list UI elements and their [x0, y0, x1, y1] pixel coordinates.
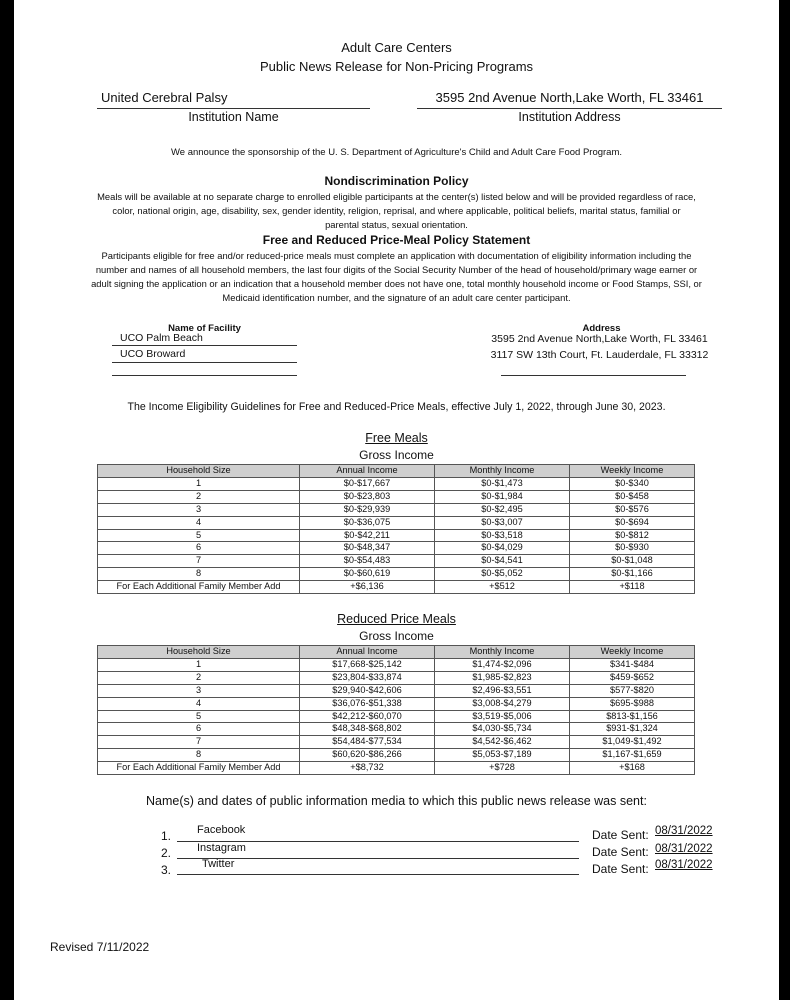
monthly-income: $0-$1,473 [435, 477, 570, 490]
monthly-income: $2,496-$3,551 [435, 684, 570, 697]
policy-line-3: adult signing the application or an indication that a household member does not have one, total monthly household income or Food Stamps, SSI, or [91, 278, 702, 289]
annual-income: $23,804-$33,874 [300, 671, 435, 684]
monthly-income: +$728 [435, 762, 570, 775]
annual-income: +$8,732 [300, 762, 435, 775]
reduced-meals-table [97, 645, 695, 775]
guidelines-text: The Income Eligibility Guidelines for Free and Reduced-Price Meals, effective July 1, 2022, through June 30, 2023. [127, 401, 666, 413]
household-size: 2 [98, 671, 300, 684]
household-size: 2 [98, 490, 300, 503]
annual-income: $60,620-$86,266 [300, 749, 435, 762]
weekly-income: $931-$1,324 [570, 723, 695, 736]
date-sent-label: Date Sent: [592, 828, 649, 842]
household-size: 7 [98, 555, 300, 568]
annual-income: $0-$36,075 [300, 516, 435, 529]
monthly-income: $4,542-$6,462 [435, 736, 570, 749]
column-header: Household Size [98, 465, 300, 478]
column-header: Monthly Income [435, 465, 570, 478]
annual-income: $0-$29,939 [300, 503, 435, 516]
annual-income: $42,212-$60,070 [300, 710, 435, 723]
table-row [98, 710, 695, 723]
date-sent-value: 08/31/2022 [655, 859, 713, 871]
media-item-name: Twitter [202, 858, 235, 870]
reduced-meals-title: Reduced Price Meals [337, 612, 456, 626]
annual-income: $0-$42,211 [300, 529, 435, 542]
weekly-income: $577-$820 [570, 684, 695, 697]
monthly-income: $3,519-$5,006 [435, 710, 570, 723]
facility-name-header: Name of Facility [168, 323, 241, 334]
additional-member-label: For Each Additional Family Member Add [98, 581, 300, 594]
facility-row-1-address: 3595 2nd Avenue North,Lake Worth, FL 33461 [491, 333, 708, 345]
media-item-number: 1. [161, 829, 172, 843]
date-sent-label: Date Sent: [592, 845, 649, 859]
policy-line-2: number and names of all household members, the last four digits of the Social Security Number of the head of household/primary wage earner or [95, 264, 698, 275]
table-row [98, 697, 695, 710]
household-size: 1 [98, 477, 300, 490]
institution-address-label: Institution Address [518, 110, 621, 124]
monthly-income: $0-$4,029 [435, 542, 570, 555]
household-size: 1 [98, 658, 300, 671]
table-row [98, 749, 695, 762]
policy-line-4: Medicaid identification number, and the signature of an adult care center participant. [222, 292, 571, 303]
media-heading: Name(s) and dates of public information media to which this public news release was sent: [146, 794, 647, 808]
table-row [98, 658, 695, 671]
monthly-income: $0-$2,495 [435, 503, 570, 516]
institution-address-value: 3595 2nd Avenue North,Lake Worth, FL 33461 [435, 90, 704, 105]
monthly-income: $1,985-$2,823 [435, 671, 570, 684]
monthly-income: $0-$3,007 [435, 516, 570, 529]
column-header: Weekly Income [570, 465, 695, 478]
weekly-income: $695-$988 [570, 697, 695, 710]
annual-income: $36,076-$51,338 [300, 697, 435, 710]
media-item-number: 2. [161, 846, 172, 860]
media-item-name: Instagram [197, 842, 246, 854]
table-row [98, 671, 695, 684]
reduced-meals-subtitle: Gross Income [359, 629, 434, 643]
household-size: 6 [98, 723, 300, 736]
monthly-income: $4,030-$5,734 [435, 723, 570, 736]
table-row [98, 529, 695, 542]
weekly-income: $0-$1,048 [570, 555, 695, 568]
weekly-income: $813-$1,156 [570, 710, 695, 723]
household-size: 8 [98, 749, 300, 762]
annual-income: $0-$17,667 [300, 477, 435, 490]
facility-row-3-name-blank [112, 366, 297, 376]
date-sent-value: 08/31/2022 [655, 843, 713, 855]
policy-line-1: Participants eligible for free and/or reduced-price meals must complete an application with documentation of eligibility information including the [101, 250, 692, 261]
facility-row-1-name [112, 332, 297, 346]
nondiscrimination-line-2: color, national origin, age, disability, sex, gender identity, religion, reprisal, and where applicable, political beliefs, marital status, familial or [112, 205, 681, 216]
weekly-income: +$168 [570, 762, 695, 775]
annual-income: $29,940-$42,606 [300, 684, 435, 697]
column-header: Monthly Income [435, 646, 570, 659]
household-size: 4 [98, 516, 300, 529]
document-page [14, 0, 779, 1000]
household-size: 4 [98, 697, 300, 710]
household-size: 7 [98, 736, 300, 749]
free-meals-table [97, 464, 695, 594]
table-row [98, 490, 695, 503]
monthly-income: $0-$1,984 [435, 490, 570, 503]
household-size: 3 [98, 503, 300, 516]
household-size: 3 [98, 684, 300, 697]
institution-name-label: Institution Name [188, 110, 279, 124]
monthly-income: $0-$3,518 [435, 529, 570, 542]
header-line-1: Adult Care Centers [341, 40, 452, 55]
media-item-line [177, 822, 579, 842]
monthly-income: +$512 [435, 581, 570, 594]
policy-heading: Free and Reduced Price-Meal Policy Statement [262, 233, 531, 247]
media-item-line [177, 857, 579, 875]
annual-income: $48,348-$68,802 [300, 723, 435, 736]
table-row [98, 568, 695, 581]
table-row [98, 762, 695, 775]
date-sent-value: 08/31/2022 [655, 825, 713, 837]
facility-row-2-address: 3117 SW 13th Court, Ft. Lauderdale, FL 33312 [490, 349, 709, 361]
institution-name-field [97, 89, 370, 109]
household-size: 6 [98, 542, 300, 555]
household-size: 5 [98, 710, 300, 723]
media-item-number: 3. [161, 863, 172, 877]
column-header: Annual Income [300, 465, 435, 478]
weekly-income: $0-$1,166 [570, 568, 695, 581]
table-row [98, 503, 695, 516]
facility-row-3-address-blank [501, 366, 686, 376]
table-row [98, 555, 695, 568]
column-header: Weekly Income [570, 646, 695, 659]
facility-address-header: Address [582, 323, 621, 334]
weekly-income: $0-$458 [570, 490, 695, 503]
table-row [98, 723, 695, 736]
date-sent-label: Date Sent: [592, 862, 649, 876]
revised-date: Revised 7/11/2022 [50, 940, 150, 954]
weekly-income: $1,167-$1,659 [570, 749, 695, 762]
facility-name: UCO Broward [120, 348, 186, 360]
monthly-income: $5,053-$7,189 [435, 749, 570, 762]
annual-income: $54,484-$77,534 [300, 736, 435, 749]
nondiscrimination-line-3: parental status, sexual orientation. [325, 219, 468, 230]
announcement: We announce the sponsorship of the U. S. Department of Agriculture's Child and Adult Care Food Program. [170, 147, 623, 158]
weekly-income: $0-$930 [570, 542, 695, 555]
household-size: 5 [98, 529, 300, 542]
annual-income: $0-$54,483 [300, 555, 435, 568]
weekly-income: +$118 [570, 581, 695, 594]
table-row [98, 736, 695, 749]
annual-income: $0-$60,619 [300, 568, 435, 581]
nondiscrimination-line-1: Meals will be available at no separate charge to enrolled eligible participants at the center(s) listed below and will be provided regardless of race, [97, 191, 696, 202]
additional-member-label: For Each Additional Family Member Add [98, 762, 300, 775]
column-header: Household Size [98, 646, 300, 659]
weekly-income: $0-$576 [570, 503, 695, 516]
table-row [98, 477, 695, 490]
annual-income: $0-$48,347 [300, 542, 435, 555]
weekly-income: $0-$340 [570, 477, 695, 490]
nondiscrimination-heading: Nondiscrimination Policy [324, 174, 469, 188]
annual-income: $17,668-$25,142 [300, 658, 435, 671]
table-row [98, 542, 695, 555]
facility-row-2-name [112, 348, 297, 363]
free-meals-subtitle: Gross Income [359, 448, 434, 462]
table-row [98, 516, 695, 529]
household-size: 8 [98, 568, 300, 581]
media-item-name: Facebook [197, 824, 246, 836]
header-line-2: Public News Release for Non-Pricing Programs [259, 59, 534, 74]
monthly-income: $1,474-$2,096 [435, 658, 570, 671]
facility-name: UCO Palm Beach [120, 332, 203, 344]
monthly-income: $0-$5,052 [435, 568, 570, 581]
monthly-income: $0-$4,541 [435, 555, 570, 568]
annual-income: +$6,136 [300, 581, 435, 594]
table-row [98, 581, 695, 594]
monthly-income: $3,008-$4,279 [435, 697, 570, 710]
free-meals-title: Free Meals [365, 431, 428, 445]
institution-address-field [417, 89, 722, 109]
weekly-income: $0-$694 [570, 516, 695, 529]
column-header: Annual Income [300, 646, 435, 659]
weekly-income: $341-$484 [570, 658, 695, 671]
institution-name-value: United Cerebral Palsy [101, 90, 228, 105]
annual-income: $0-$23,803 [300, 490, 435, 503]
weekly-income: $1,049-$1,492 [570, 736, 695, 749]
weekly-income: $459-$652 [570, 671, 695, 684]
table-row [98, 684, 695, 697]
weekly-income: $0-$812 [570, 529, 695, 542]
